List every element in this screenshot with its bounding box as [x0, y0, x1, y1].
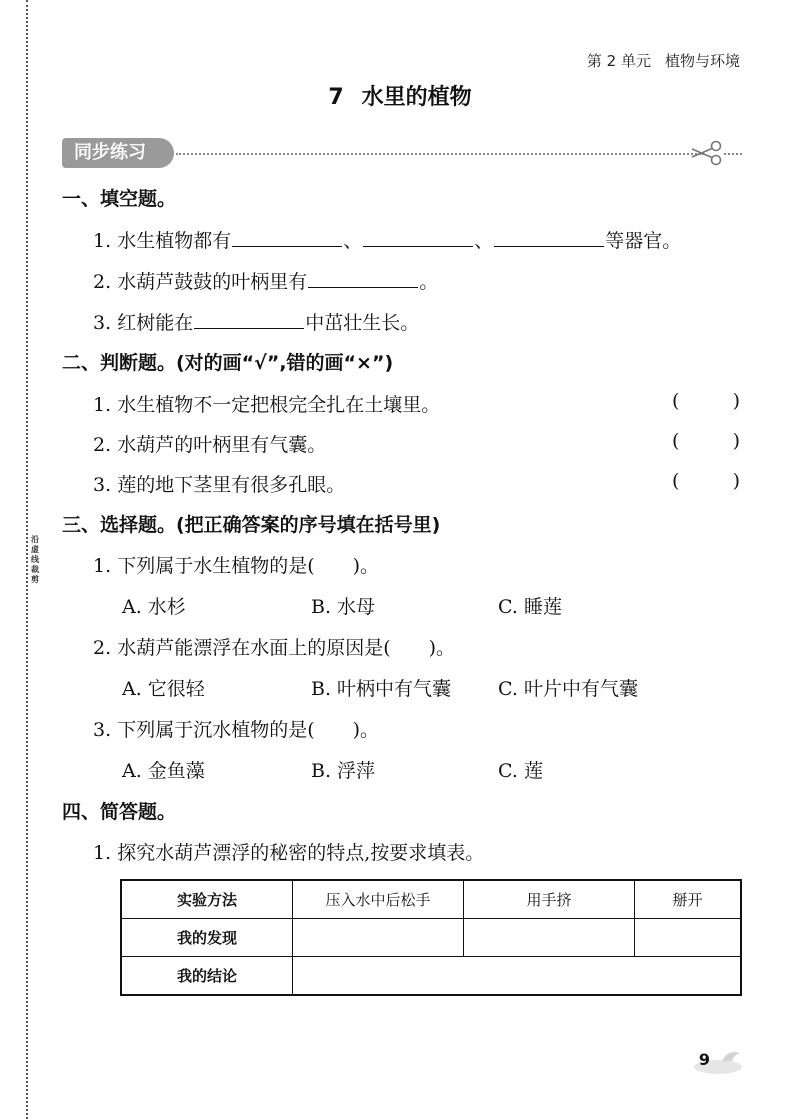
answer-parentheses[interactable]: ( ) — [672, 390, 740, 412]
experiment-table — [120, 879, 742, 996]
choice-question-3: 3. 下列属于沉水植物的是( )。 — [93, 719, 380, 741]
banner-dotted-line — [176, 153, 704, 155]
section-banner: 同步练习 — [62, 138, 174, 168]
table-header-cell: 用手挤 — [464, 880, 635, 919]
answer-cell[interactable] — [635, 919, 742, 957]
fill-question-3: 3. 红树能在 中茁壮生长。 — [93, 308, 419, 335]
answer-cell[interactable] — [464, 919, 635, 957]
table-header-row — [121, 880, 741, 919]
choice-option-b[interactable]: B. 水母 — [311, 596, 376, 618]
lesson-number: 7 — [328, 85, 344, 110]
table-row — [121, 957, 741, 996]
choice-option-a[interactable]: A. 它很轻 — [122, 678, 205, 700]
short-answer-question-1: 1. 探究水葫芦漂浮的秘密的特点,按要求填表。 — [93, 842, 485, 864]
answer-blank[interactable] — [232, 226, 342, 247]
banner-dotted-line-end — [724, 153, 742, 155]
page-number: 9 — [698, 1050, 710, 1069]
table-header-cell: 掰开 — [635, 880, 742, 919]
answer-parentheses[interactable]: ( ) — [672, 470, 740, 492]
choice-question-2: 2. 水葫芦能漂浮在水面上的原因是( )。 — [93, 637, 456, 659]
true-false-heading: 二、判断题。(对的画“√”,错的画“×”) — [62, 352, 394, 374]
choice-question-1: 1. 下列属于水生植物的是( )。 — [93, 555, 380, 577]
choice-option-c[interactable]: C. 莲 — [498, 760, 543, 782]
multiple-choice-heading: 三、选择题。(把正确答案的序号填在括号里) — [62, 514, 441, 536]
table-header-cell: 实验方法 — [121, 880, 293, 919]
choice-option-a[interactable]: A. 水杉 — [122, 596, 186, 618]
choice-option-c[interactable]: C. 叶片中有气囊 — [498, 678, 638, 700]
choice-option-a[interactable]: A. 金鱼藻 — [122, 760, 205, 782]
choice-option-b[interactable]: B. 浮萍 — [311, 760, 376, 782]
short-answer-heading: 四、简答题。 — [62, 801, 177, 823]
unit-header — [587, 50, 740, 71]
answer-blank[interactable] — [363, 226, 473, 247]
answer-blank[interactable] — [494, 226, 604, 247]
answer-cell[interactable] — [293, 957, 742, 996]
fill-blank-heading: 一、填空题。 — [62, 188, 177, 210]
answer-blank[interactable] — [194, 308, 304, 329]
row-label-findings: 我的发现 — [121, 919, 293, 957]
true-false-item-1: 1. 水生植物不一定把根完全扎在土壤里。 — [93, 394, 441, 416]
lesson-name: 水里的植物 — [361, 85, 472, 110]
fill-question-2: 2. 水葫芦鼓鼓的叶柄里有 。 — [93, 267, 438, 294]
answer-cell[interactable] — [293, 919, 464, 957]
table-header-cell: 压入水中后松手 — [293, 880, 464, 919]
true-false-item-2: 2. 水葫芦的叶柄里有气囊。 — [93, 434, 327, 456]
fill-question-1: 1. 水生植物都有 、 、 等器官。 — [93, 226, 681, 253]
answer-parentheses[interactable]: ( ) — [672, 430, 740, 452]
choice-option-b[interactable]: B. 叶柄中有气囊 — [311, 678, 452, 700]
scissors-icon — [690, 140, 724, 166]
table-row — [121, 919, 741, 957]
lesson-title — [0, 80, 800, 111]
choice-option-c[interactable]: C. 睡莲 — [498, 596, 562, 618]
unit-title: 植物与环境 — [664, 52, 740, 70]
cut-dotted-line — [26, 0, 28, 1119]
unit-number: 第 2 单元 — [586, 52, 651, 70]
true-false-item-3: 3. 莲的地下茎里有很多孔眼。 — [93, 474, 346, 496]
cut-along-dotted-line-label: 沿虚线裁剪 — [31, 535, 39, 584]
answer-blank[interactable] — [308, 267, 418, 288]
row-label-conclusion: 我的结论 — [121, 957, 293, 996]
